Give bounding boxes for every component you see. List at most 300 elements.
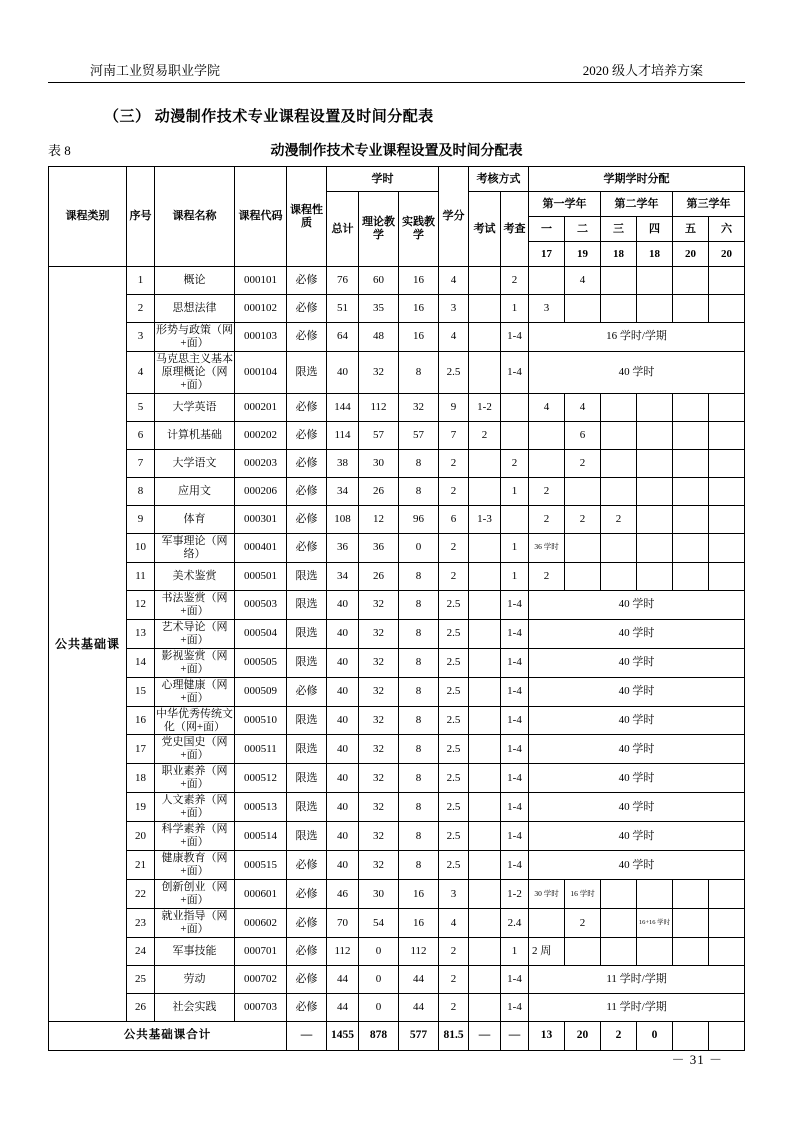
cell-credit: 2 [439, 938, 469, 966]
cell-course-nature: 必修 [287, 323, 327, 352]
cell-course-nature: 必修 [287, 880, 327, 909]
cell-exam [469, 966, 501, 994]
cell-check: 2.4 [501, 909, 529, 938]
cell-term-4 [637, 533, 673, 562]
cell-exam [469, 706, 501, 735]
cell-term-2 [565, 938, 601, 966]
cell-course-nature: 必修 [287, 393, 327, 421]
table-row [49, 351, 745, 393]
table-row [49, 994, 745, 1022]
cell-index: 18 [127, 764, 155, 793]
cell-course-name: 党史国史（网+面） [155, 735, 235, 764]
cell-exam [469, 619, 501, 648]
cell-credit: 3 [439, 880, 469, 909]
cell-course-name: 体育 [155, 505, 235, 533]
cell-course-nature: 限选 [287, 822, 327, 851]
cell-course-code: 000510 [235, 706, 287, 735]
cell-term-4 [637, 449, 673, 477]
cell-index: 12 [127, 590, 155, 619]
cell-total-hours: 112 [327, 938, 359, 966]
cell-course-nature: 必修 [287, 909, 327, 938]
cell-course-name: 概论 [155, 267, 235, 295]
th-code: 课程代码 [235, 167, 287, 267]
cell-total-hours: 108 [327, 505, 359, 533]
cell-credit: 2.5 [439, 851, 469, 880]
cell-practice-hours: 8 [399, 351, 439, 393]
cell-check: 1 [501, 562, 529, 590]
cell-index: 5 [127, 393, 155, 421]
cell-credit: 2.5 [439, 619, 469, 648]
cell-credit: 2.5 [439, 351, 469, 393]
table-row [49, 619, 745, 648]
cell-index: 16 [127, 706, 155, 735]
header-school-name: 河南工业贸易职业学院 [90, 63, 221, 78]
cell-course-code: 000301 [235, 505, 287, 533]
cell-theory-hours: 112 [359, 393, 399, 421]
cell-exam [469, 323, 501, 352]
cell-total-hours: 40 [327, 822, 359, 851]
table-row [49, 677, 745, 706]
cell-total-term-3: 2 [601, 1022, 637, 1051]
cell-check: 1 [501, 477, 529, 505]
cell-course-code: 000203 [235, 449, 287, 477]
cell-term-2: 4 [565, 267, 601, 295]
cell-theory-hours: 0 [359, 938, 399, 966]
cell-theory-hours: 0 [359, 994, 399, 1022]
cell-exam [469, 735, 501, 764]
cell-index: 22 [127, 880, 155, 909]
cell-course-nature: 限选 [287, 706, 327, 735]
cell-index: 6 [127, 421, 155, 449]
cell-index: 8 [127, 477, 155, 505]
cell-course-name: 思想法律 [155, 295, 235, 323]
cell-term-2: 2 [565, 909, 601, 938]
cell-total-check: — [501, 1022, 529, 1051]
cell-check: 1-4 [501, 648, 529, 677]
cell-term-note: 40 学时 [529, 619, 745, 648]
cell-practice-hours: 44 [399, 994, 439, 1022]
cell-credit: 2 [439, 533, 469, 562]
cell-course-nature: 限选 [287, 793, 327, 822]
cell-practice-hours: 8 [399, 562, 439, 590]
th-year1: 第一学年 [529, 192, 601, 217]
cell-index: 1 [127, 267, 155, 295]
cell-term-note: 40 学时 [529, 793, 745, 822]
section-title: （三） 动漫制作技术专业课程设置及时间分配表 [104, 109, 434, 125]
th-term-3: 三 [601, 217, 637, 242]
cell-term-3 [601, 267, 637, 295]
cell-term-1 [529, 909, 565, 938]
th-theory: 理论教学 [359, 192, 399, 267]
cell-term-4 [637, 477, 673, 505]
cell-total-hours: 40 [327, 764, 359, 793]
cell-total-term-4: 0 [637, 1022, 673, 1051]
cell-term-2 [565, 477, 601, 505]
cell-exam [469, 562, 501, 590]
cell-term-3 [601, 477, 637, 505]
cell-theory-hours: 32 [359, 351, 399, 393]
cell-check: 1-4 [501, 966, 529, 994]
cell-course-name: 军事理论（网络） [155, 533, 235, 562]
cell-exam [469, 938, 501, 966]
cell-course-nature: 必修 [287, 449, 327, 477]
cell-term-6 [709, 505, 745, 533]
cell-check: 1-4 [501, 851, 529, 880]
cell-term-6 [709, 421, 745, 449]
cell-total-hours: 64 [327, 323, 359, 352]
cell-credit: 2.5 [439, 677, 469, 706]
cell-index: 26 [127, 994, 155, 1022]
th-weeks-3: 18 [601, 242, 637, 267]
th-weeks-1: 17 [529, 242, 565, 267]
cell-term-1: 30 学时 [529, 880, 565, 909]
th-index: 序号 [127, 167, 155, 267]
table-head [49, 167, 745, 267]
cell-theory-hours: 60 [359, 267, 399, 295]
cell-course-name: 就业指导（网+面） [155, 909, 235, 938]
cell-total-hours: 144 [327, 393, 359, 421]
cell-course-code: 000601 [235, 880, 287, 909]
cell-exam [469, 267, 501, 295]
cell-total-hours: 44 [327, 994, 359, 1022]
cell-credit: 4 [439, 267, 469, 295]
cell-check [501, 421, 529, 449]
th-credit: 学分 [439, 167, 469, 267]
th-exam-group: 考核方式 [469, 167, 529, 192]
th-exam: 考试 [469, 192, 501, 267]
th-term-2: 二 [565, 217, 601, 242]
table-row [49, 421, 745, 449]
cell-term-6 [709, 533, 745, 562]
cell-term-2: 6 [565, 421, 601, 449]
cell-check: 1-4 [501, 822, 529, 851]
cell-exam [469, 590, 501, 619]
th-weeks-2: 19 [565, 242, 601, 267]
cell-course-code: 000501 [235, 562, 287, 590]
cell-total-nature: — [287, 1022, 327, 1051]
cell-total-hours: 44 [327, 966, 359, 994]
cell-term-1: 36 学时 [529, 533, 565, 562]
cell-course-nature: 必修 [287, 851, 327, 880]
cell-course-nature: 限选 [287, 648, 327, 677]
cell-course-code: 000515 [235, 851, 287, 880]
table-row [49, 648, 745, 677]
cell-index: 15 [127, 677, 155, 706]
cell-total-term-5 [673, 1022, 709, 1051]
cell-term-note: 11 学时/学期 [529, 994, 745, 1022]
cell-practice-hours: 8 [399, 677, 439, 706]
cell-total-hours: 40 [327, 735, 359, 764]
table-title: 动漫制作技术专业课程设置及时间分配表 [270, 144, 523, 159]
cell-exam [469, 880, 501, 909]
cell-index: 24 [127, 938, 155, 966]
cell-course-code: 000702 [235, 966, 287, 994]
cell-course-code: 000703 [235, 994, 287, 1022]
cell-term-5 [673, 477, 709, 505]
cell-practice-hours: 8 [399, 793, 439, 822]
cell-credit: 7 [439, 421, 469, 449]
table-row [49, 267, 745, 295]
cell-term-4 [637, 267, 673, 295]
cell-course-name: 计算机基础 [155, 421, 235, 449]
cell-term-1: 4 [529, 393, 565, 421]
cell-term-3 [601, 533, 637, 562]
cell-term-2 [565, 533, 601, 562]
cell-term-5 [673, 938, 709, 966]
cell-exam [469, 994, 501, 1022]
cell-course-nature: 限选 [287, 619, 327, 648]
cell-course-name: 中华优秀传统文化（网+面） [155, 706, 235, 735]
cell-term-5 [673, 533, 709, 562]
cell-theory-hours: 32 [359, 677, 399, 706]
cell-course-nature: 必修 [287, 295, 327, 323]
cell-practice-hours: 16 [399, 909, 439, 938]
th-weeks-6: 20 [709, 242, 745, 267]
cell-credit: 2.5 [439, 706, 469, 735]
cell-theory-hours: 54 [359, 909, 399, 938]
cell-term-note: 16 学时/学期 [529, 323, 745, 352]
cell-check [501, 393, 529, 421]
cell-term-4: 16+16 学时 [637, 909, 673, 938]
cell-term-3 [601, 421, 637, 449]
th-term-4: 四 [637, 217, 673, 242]
cell-course-code: 000505 [235, 648, 287, 677]
cell-index: 19 [127, 793, 155, 822]
cell-term-5 [673, 421, 709, 449]
cell-index: 23 [127, 909, 155, 938]
th-term-1: 一 [529, 217, 565, 242]
cell-practice-hours: 8 [399, 764, 439, 793]
table-row [49, 764, 745, 793]
cell-exam [469, 295, 501, 323]
cell-term-1 [529, 421, 565, 449]
cell-total-hours: 40 [327, 648, 359, 677]
cell-index: 14 [127, 648, 155, 677]
cell-course-code: 000513 [235, 793, 287, 822]
cell-total-hours: 46 [327, 880, 359, 909]
cell-theory-hours: 26 [359, 562, 399, 590]
cell-check: 1-4 [501, 677, 529, 706]
cell-term-1 [529, 449, 565, 477]
cell-practice-hours: 8 [399, 706, 439, 735]
cell-check [501, 505, 529, 533]
cell-term-3 [601, 938, 637, 966]
cell-practice-hours: 44 [399, 966, 439, 994]
cell-course-nature: 必修 [287, 505, 327, 533]
cell-check: 1-4 [501, 735, 529, 764]
cell-term-4 [637, 880, 673, 909]
cell-term-1: 2 [529, 477, 565, 505]
cell-practice-hours: 8 [399, 477, 439, 505]
cell-course-code: 000206 [235, 477, 287, 505]
cell-term-note: 40 学时 [529, 351, 745, 393]
cell-practice-hours: 8 [399, 822, 439, 851]
cell-course-nature: 必修 [287, 938, 327, 966]
cell-check: 1-2 [501, 880, 529, 909]
cell-term-2: 2 [565, 449, 601, 477]
cell-course-nature: 限选 [287, 590, 327, 619]
table-row [49, 323, 745, 352]
cell-course-name: 科学素养（网+面） [155, 822, 235, 851]
cell-course-name: 影视鉴赏（网+面） [155, 648, 235, 677]
cell-term-note: 40 学时 [529, 851, 745, 880]
cell-total-exam: — [469, 1022, 501, 1051]
cell-check: 1-4 [501, 706, 529, 735]
cell-theory-hours: 30 [359, 880, 399, 909]
cell-course-name: 应用文 [155, 477, 235, 505]
cell-credit: 2 [439, 449, 469, 477]
cell-check: 1-4 [501, 994, 529, 1022]
cell-total-hours: 34 [327, 477, 359, 505]
table-row [49, 938, 745, 966]
cell-term-2: 2 [565, 505, 601, 533]
cell-total-hours: 40 [327, 851, 359, 880]
cell-course-code: 000602 [235, 909, 287, 938]
cell-term-5 [673, 505, 709, 533]
cell-course-name: 大学语文 [155, 449, 235, 477]
cell-term-6 [709, 938, 745, 966]
cell-term-3 [601, 909, 637, 938]
cell-theory-hours: 32 [359, 851, 399, 880]
cell-practice-hours: 0 [399, 533, 439, 562]
cell-term-4 [637, 393, 673, 421]
cell-term-1: 2 周 [529, 938, 565, 966]
cell-term-note: 40 学时 [529, 677, 745, 706]
cell-course-nature: 必修 [287, 677, 327, 706]
cell-theory-hours: 32 [359, 706, 399, 735]
table-row [49, 449, 745, 477]
cell-theory-hours: 32 [359, 590, 399, 619]
cell-term-4 [637, 562, 673, 590]
th-term-group: 学期学时分配 [529, 167, 745, 192]
cell-term-3 [601, 562, 637, 590]
table-row [49, 505, 745, 533]
cell-course-name: 形势与政策（网+面） [155, 323, 235, 352]
cell-term-3 [601, 880, 637, 909]
cell-index: 9 [127, 505, 155, 533]
cell-total-hours: 40 [327, 351, 359, 393]
cell-credit: 2 [439, 477, 469, 505]
table-row [49, 851, 745, 880]
cell-total-term-1: 13 [529, 1022, 565, 1051]
cell-course-code: 000103 [235, 323, 287, 352]
th-practice: 实践教学 [399, 192, 439, 267]
cell-course-nature: 必修 [287, 966, 327, 994]
th-term-6: 六 [709, 217, 745, 242]
cell-total-hours: 36 [327, 533, 359, 562]
cell-theory-hours: 32 [359, 619, 399, 648]
cell-index: 21 [127, 851, 155, 880]
cell-term-2: 16 学时 [565, 880, 601, 909]
cell-credit: 2.5 [439, 793, 469, 822]
th-year3: 第三学年 [673, 192, 745, 217]
cell-exam [469, 793, 501, 822]
cell-exam: 1-3 [469, 505, 501, 533]
cell-exam [469, 909, 501, 938]
cell-term-4 [637, 505, 673, 533]
cell-check: 1-4 [501, 793, 529, 822]
cell-term-6 [709, 295, 745, 323]
cell-term-note: 11 学时/学期 [529, 966, 745, 994]
table-row [49, 793, 745, 822]
table-row [49, 966, 745, 994]
cell-term-1: 2 [529, 562, 565, 590]
cell-course-name: 心理健康（网+面） [155, 677, 235, 706]
cell-course-nature: 限选 [287, 764, 327, 793]
cell-term-6 [709, 909, 745, 938]
page-number: － 31 － [671, 1052, 723, 1067]
cell-term-6 [709, 393, 745, 421]
cell-practice-hours: 16 [399, 880, 439, 909]
cell-theory-hours: 30 [359, 449, 399, 477]
cell-total-term-6 [709, 1022, 745, 1051]
cell-theory-hours: 26 [359, 477, 399, 505]
cell-index: 7 [127, 449, 155, 477]
cell-index: 10 [127, 533, 155, 562]
cell-credit: 2 [439, 994, 469, 1022]
cell-credit: 2.5 [439, 735, 469, 764]
cell-practice-hours: 32 [399, 393, 439, 421]
th-term-5: 五 [673, 217, 709, 242]
cell-term-5 [673, 909, 709, 938]
cell-index: 17 [127, 735, 155, 764]
cell-theory-hours: 35 [359, 295, 399, 323]
table-number: 表 8 [48, 143, 71, 158]
cell-theory-hours: 0 [359, 966, 399, 994]
th-total: 总计 [327, 192, 359, 267]
cell-index: 25 [127, 966, 155, 994]
cell-term-5 [673, 449, 709, 477]
cell-credit: 2.5 [439, 822, 469, 851]
cell-total-hours: 40 [327, 677, 359, 706]
table-row [49, 880, 745, 909]
cell-term-note: 40 学时 [529, 735, 745, 764]
cell-term-1 [529, 267, 565, 295]
table-row [49, 393, 745, 421]
cell-credit: 2.5 [439, 764, 469, 793]
cell-course-code: 000512 [235, 764, 287, 793]
cell-total-hours: 1455 [327, 1022, 359, 1051]
cell-theory-hours: 32 [359, 648, 399, 677]
cell-theory-hours: 32 [359, 822, 399, 851]
cell-check: 1-4 [501, 351, 529, 393]
course-plan-table [48, 166, 745, 1051]
cell-practice-hours: 8 [399, 449, 439, 477]
cell-course-code: 000104 [235, 351, 287, 393]
category-cell: 公共基础课 [49, 267, 127, 1022]
cell-term-5 [673, 562, 709, 590]
cell-total-hours: 34 [327, 562, 359, 590]
cell-credit: 6 [439, 505, 469, 533]
cell-practice-hours: 8 [399, 619, 439, 648]
cell-theory-hours: 12 [359, 505, 399, 533]
cell-course-name: 健康教育（网+面） [155, 851, 235, 880]
cell-exam [469, 449, 501, 477]
cell-term-note: 40 学时 [529, 648, 745, 677]
cell-theory-hours: 57 [359, 421, 399, 449]
cell-exam [469, 764, 501, 793]
cell-credit: 4 [439, 323, 469, 352]
cell-check: 1 [501, 938, 529, 966]
cell-term-4 [637, 938, 673, 966]
cell-practice-hours: 96 [399, 505, 439, 533]
cell-course-code: 000509 [235, 677, 287, 706]
cell-total-hours: 51 [327, 295, 359, 323]
cell-course-code: 000514 [235, 822, 287, 851]
cell-total-hours: 38 [327, 449, 359, 477]
table-row [49, 533, 745, 562]
cell-course-name: 社会实践 [155, 994, 235, 1022]
